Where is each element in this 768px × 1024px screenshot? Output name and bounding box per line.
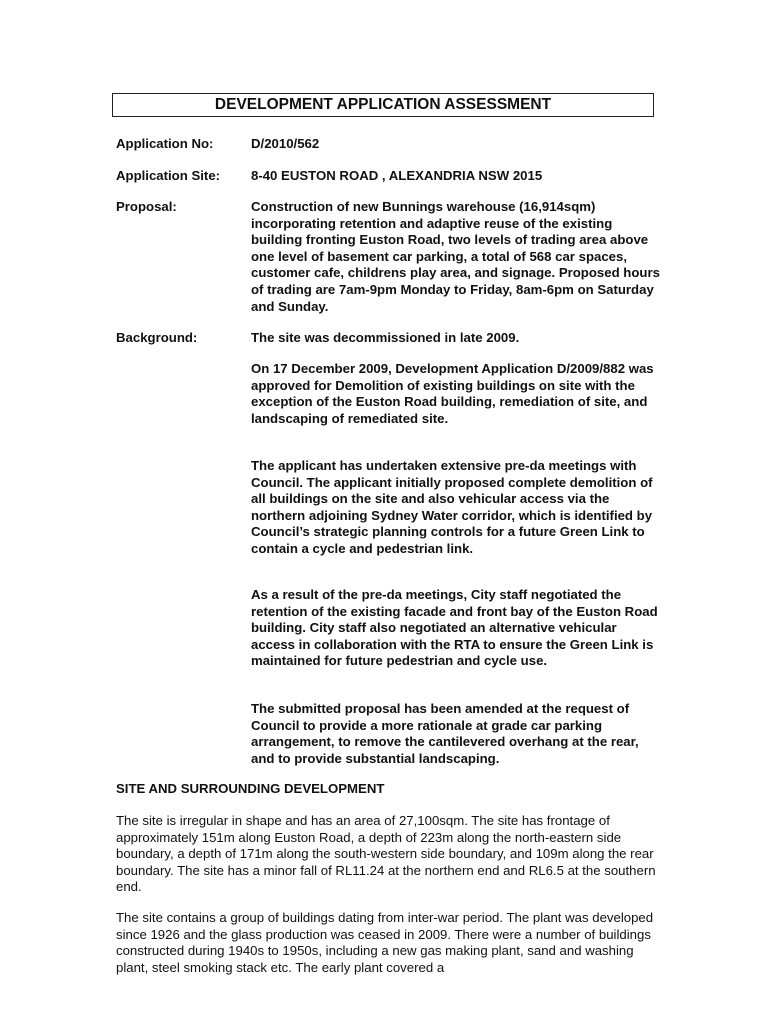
document-title: DEVELOPMENT APPLICATION ASSESSMENT bbox=[112, 93, 654, 117]
application-site-label: Application Site: bbox=[116, 168, 221, 183]
site-section-heading: SITE AND SURROUNDING DEVELOPMENT bbox=[116, 781, 385, 796]
site-paragraph-2: The site contains a group of buildings dating from inter-war period. The plant was developed since 1926 and the glass production was ceased in 2009. There were a number of buildings constructed during 1940s to 1950s, including a new gas making plant, sand and washing plant, steel smoking stack etc. The early plant covered a bbox=[116, 910, 654, 975]
application-no-value: D/2010/562 bbox=[251, 136, 320, 151]
background-paragraph-3: The applicant has undertaken extensive pre-da meetings with Council. The applicant initially proposed complete demolition of all buildings on the site and also vehicular access via the northern adjoining Sydney Water corridor, which is identified by Council’s strategic planning controls for a future Green Link to contain a cycle and pedestrian link. bbox=[251, 458, 653, 556]
site-paragraph-1: The site is irregular in shape and has an area of 27,100sqm. The site has frontage of approximately 151m along Euston Road, a depth of 223m along the north-eastern side boundary, a depth of 171m along the south-western side boundary, and 109m along the rear boundary. The site has a minor fall of RL11.24 at the northern end and RL6.5 at the southern end. bbox=[116, 813, 656, 895]
application-no-label: Application No: bbox=[116, 136, 214, 151]
background-label: Background: bbox=[116, 330, 198, 345]
background-paragraph-4: As a result of the pre-da meetings, City staff negotiated the retention of the existing facade and front bay of the Euston Road building. City staff also negotiated an alternative vehicular access in collaboration with the RTA to ensure the Green Link is maintained for future pedestrian and cycle use. bbox=[251, 587, 658, 669]
background-paragraph-1: The site was decommissioned in late 2009. bbox=[251, 330, 520, 345]
proposal-label: Proposal: bbox=[116, 199, 177, 214]
background-paragraph-5: The submitted proposal has been amended at the request of Council to provide a more rationale at grade car parking arrangement, to remove the cantilevered overhang at the rear, and to provide substantial landscaping. bbox=[251, 701, 639, 766]
background-paragraph-2: On 17 December 2009, Development Application D/2009/882 was approved for Demolition of existing buildings on site with the exception of the Euston Road building, remediation of site, and landscaping of remediated site. bbox=[251, 361, 654, 426]
application-site-value: 8-40 EUSTON ROAD , ALEXANDRIA NSW 2015 bbox=[251, 168, 543, 183]
proposal-value: Construction of new Bunnings warehouse (16,914sqm) incorporating retention and adaptive reuse of the existing building fronting Euston Road, two levels of trading area above one level of basement car parking, a total of 568 car spaces, customer cafe, childrens play area, and signage. Proposed hours of trading are 7am-9pm Monday to Friday, 8am-6pm on Saturday and Sunday. bbox=[251, 199, 660, 314]
